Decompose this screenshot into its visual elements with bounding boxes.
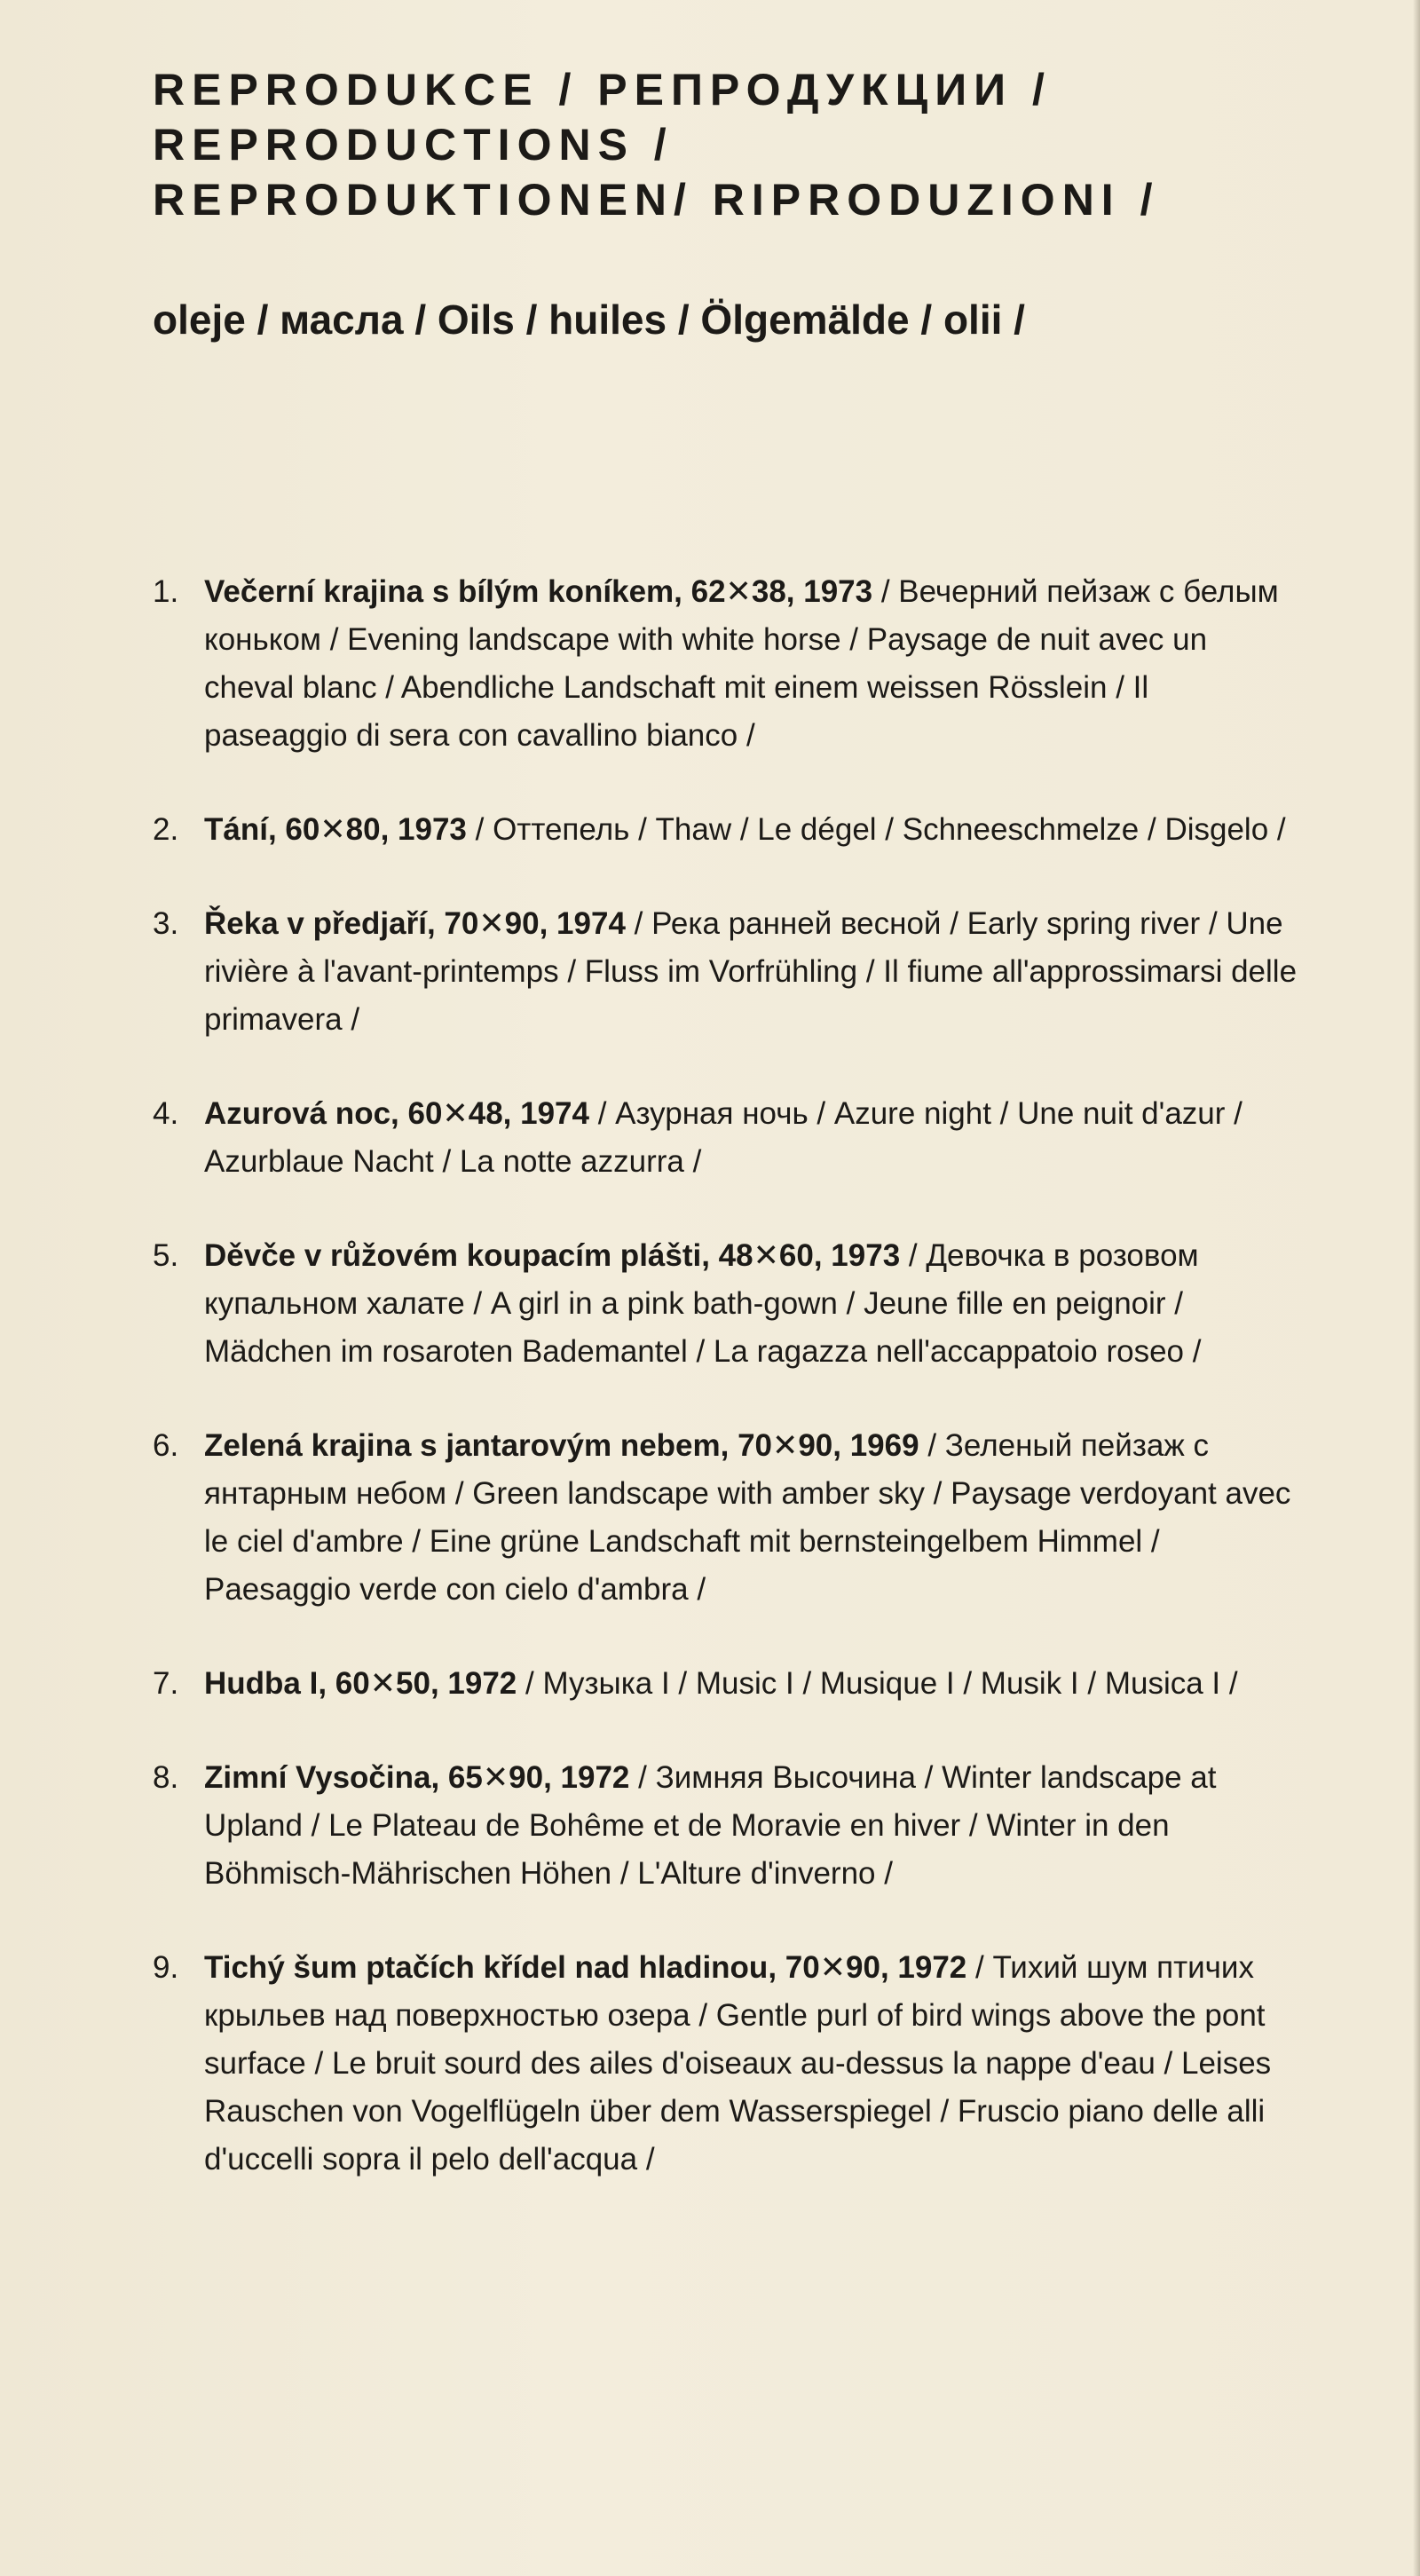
- entry-translations: / Музыка I / Music I / Musique I / Musik I / Musica I /: [517, 1666, 1238, 1701]
- entry-title: Hudba I, 60✕50, 1972: [204, 1666, 517, 1701]
- entry-number: 1.: [153, 574, 179, 609]
- entry-number: 5.: [153, 1238, 179, 1273]
- page-heading: [153, 62, 1159, 227]
- entry-number: 8.: [153, 1760, 179, 1795]
- list-item: [153, 806, 1298, 854]
- entry-title: Azurová noc, 60✕48, 1974: [204, 1096, 589, 1131]
- entry-title: Zimní Vysočina, 65✕90, 1972: [204, 1760, 630, 1795]
- entry-title: Večerní krajina s bílým koníkem, 62✕38, 1973: [204, 574, 873, 609]
- medium-subheading: oleje / масла / Oils / huiles / Ölgemälde / olii /: [153, 296, 1025, 343]
- entry-number: 2.: [153, 812, 179, 847]
- heading-line: REPRODUCTIONS /: [153, 120, 674, 170]
- list-item: [153, 900, 1298, 1044]
- entry-title: Tání, 60✕80, 1973: [204, 812, 467, 847]
- page-edge-shadow: [1413, 0, 1420, 2576]
- list-item: [153, 1754, 1298, 1898]
- entry-translations: / Зимняя Высочина / Winter landscape at Upland / Le Plateau de Bohême et de Moravie en hiver / Winter in den Böhmisch-Mährischen Höhen / L'Alture d'inverno /: [204, 1760, 1217, 1891]
- heading-line: REPRODUKTIONEN/ RIPRODUZIONI /: [153, 175, 1160, 225]
- entry-translations: / Вечерний пейзаж с белым коньком / Evening landscape with white horse / Paysage de nuit avec un cheval blanc / Abendliche Landschaft mit einem weissen Rösslein / Il paseaggio di sera con cavallino bianco /: [204, 574, 1279, 753]
- entry-number: 6.: [153, 1428, 179, 1463]
- list-item: [153, 1090, 1298, 1186]
- entry-number: 7.: [153, 1666, 179, 1701]
- list-item: [153, 1660, 1298, 1708]
- list-item: [153, 1422, 1298, 1614]
- entry-translations: / Река ранней весной / Early spring river / Une rivière à l'avant-printemps / Fluss im Vorfrühling / Il fiume all'approssimarsi delle primavera /: [204, 906, 1298, 1037]
- entry-translations: / Зеленый пейзаж с янтарным небом / Green landscape with amber sky / Paysage verdoyant avec le ciel d'ambre / Eine grüne Landschaft mit bernsteingelbem Himmel / Paesaggio verde con cielo d'ambra /: [204, 1428, 1291, 1607]
- entry-translations: / Азурная ночь / Azure night / Une nuit d'azur / Azurblaue Nacht / La notte azzurra /: [204, 1096, 1242, 1179]
- entry-number: 3.: [153, 906, 179, 941]
- entry-number: 9.: [153, 1950, 179, 1985]
- entry-number: 4.: [153, 1096, 179, 1131]
- entry-translations: / Девочка в розовом купальном халате / A girl in a pink bath-gown / Jeune fille en peignoir / Mädchen im rosaroten Bademantel / La ragazza nell'accappatoio roseo /: [204, 1238, 1202, 1369]
- entry-title: Děvče v růžovém koupacím plášti, 48✕60, 1973: [204, 1238, 901, 1273]
- entry-translations: / Тихий шум птичих крыльев над поверхностью озера / Gentle purl of bird wings above the pont surface / Le bruit sourd des ailes d'oiseaux au-dessus la nappe d'eau / Leises Rauschen von Vogelflügeln über dem Wasserspiegel / Fruscio piano delle alli d'uccelli sopra il pelo dell'acqua /: [204, 1950, 1272, 2177]
- list-item: [153, 1944, 1298, 2184]
- list-item: [153, 568, 1298, 760]
- entry-translations: / Оттепель / Thaw / Le dégel / Schneeschmelze / Disgelo /: [466, 812, 1286, 847]
- reproductions-list: [153, 568, 1298, 2230]
- heading-line: REPRODUKCE / РЕПРОДУКЦИИ /: [153, 65, 1052, 115]
- entry-title: Tichý šum ptačích křídel nad hladinou, 70✕90, 1972: [204, 1950, 967, 1985]
- entry-title: Zelená krajina s jantarovým nebem, 70✕90, 1969: [204, 1428, 919, 1463]
- list-item: [153, 1232, 1298, 1376]
- entry-title: Řeka v předjaří, 70✕90, 1974: [204, 906, 626, 941]
